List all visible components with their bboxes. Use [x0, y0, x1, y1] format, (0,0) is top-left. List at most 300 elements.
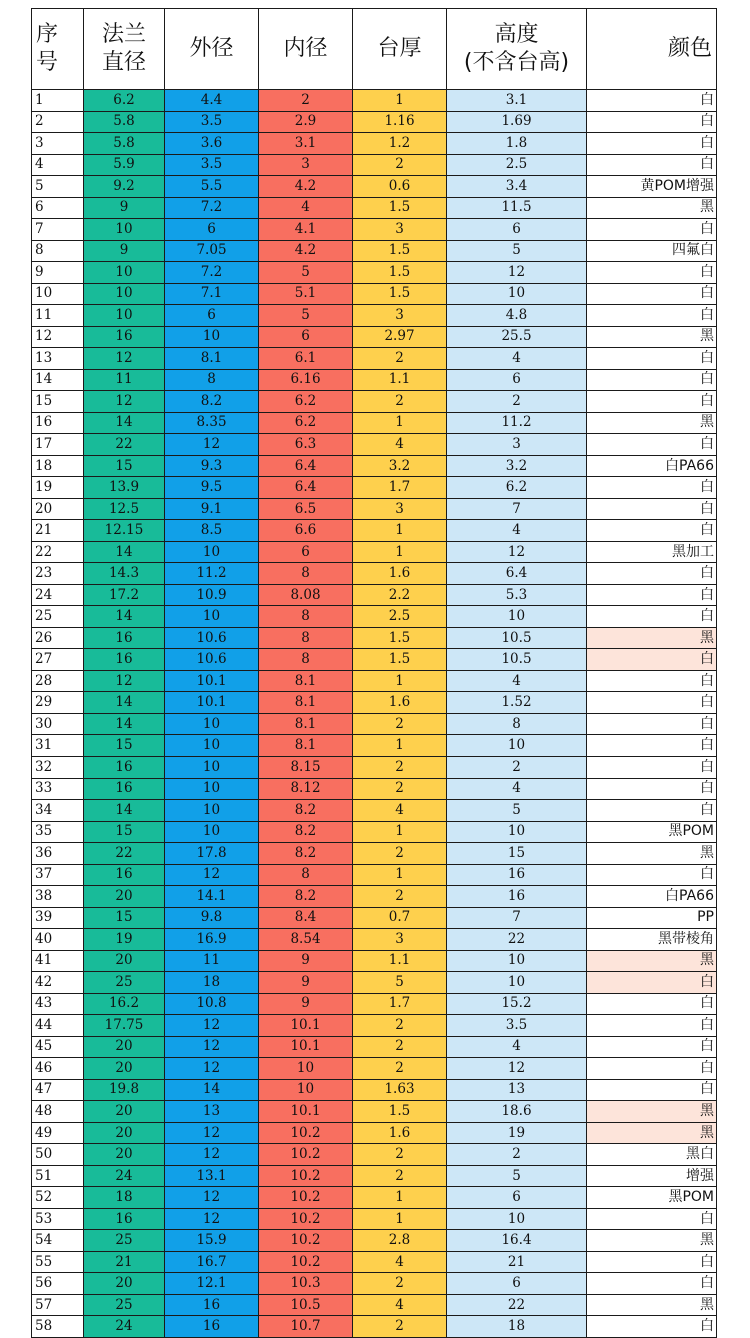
- cell-color: 白: [587, 133, 717, 155]
- cell-height: 2.5: [447, 154, 587, 176]
- cell-index: 47: [32, 1079, 84, 1101]
- cell-index: 46: [32, 1058, 84, 1080]
- cell-flange-diameter: 12: [84, 348, 165, 370]
- cell-thickness: 2: [353, 843, 447, 865]
- cell-inner-diameter: 4.1: [259, 219, 353, 241]
- cell-index: 23: [32, 563, 84, 585]
- cell-flange-diameter: 20: [84, 1122, 165, 1144]
- table-row: [32, 1079, 717, 1101]
- cell-flange-diameter: 19.8: [84, 1079, 165, 1101]
- cell-color: 黑: [587, 1294, 717, 1316]
- cell-flange-diameter: 25: [84, 972, 165, 994]
- cell-flange-diameter: 15: [84, 907, 165, 929]
- table-row: [32, 1058, 717, 1080]
- table-row: [32, 434, 717, 456]
- cell-height: 5: [447, 240, 587, 262]
- spec-table: [31, 8, 717, 1338]
- cell-thickness: 1.5: [353, 283, 447, 305]
- cell-flange-diameter: 15: [84, 821, 165, 843]
- cell-color: PP: [587, 907, 717, 929]
- header-index: [32, 9, 84, 90]
- table-row: [32, 1273, 717, 1295]
- table-row: [32, 606, 717, 628]
- cell-color: 白: [587, 498, 717, 520]
- table-row: [32, 1144, 717, 1166]
- cell-color: 白PA66: [587, 886, 717, 908]
- cell-outer-diameter: 6: [165, 305, 259, 327]
- cell-outer-diameter: 14: [165, 1079, 259, 1101]
- cell-inner-diameter: 6.4: [259, 477, 353, 499]
- cell-height: 22: [447, 929, 587, 951]
- cell-thickness: 1.5: [353, 627, 447, 649]
- cell-inner-diameter: 9: [259, 993, 353, 1015]
- cell-color: 黄POM增强: [587, 176, 717, 198]
- cell-inner-diameter: 4.2: [259, 240, 353, 262]
- cell-thickness: 2.5: [353, 606, 447, 628]
- cell-inner-diameter: 8.1: [259, 735, 353, 757]
- cell-height: 7: [447, 907, 587, 929]
- cell-thickness: 2.97: [353, 326, 447, 348]
- cell-color: 白: [587, 756, 717, 778]
- cell-flange-diameter: 20: [84, 886, 165, 908]
- cell-index: 48: [32, 1101, 84, 1123]
- cell-outer-diameter: 6: [165, 219, 259, 241]
- cell-inner-diameter: 8.54: [259, 929, 353, 951]
- cell-outer-diameter: 8.5: [165, 520, 259, 542]
- cell-flange-diameter: 6.2: [84, 90, 165, 112]
- cell-outer-diameter: 4.4: [165, 90, 259, 112]
- table-row: [32, 455, 717, 477]
- table-row: [32, 950, 717, 972]
- cell-thickness: 1.1: [353, 369, 447, 391]
- cell-color: 白: [587, 111, 717, 133]
- cell-thickness: 2: [353, 886, 447, 908]
- cell-index: 15: [32, 391, 84, 413]
- cell-color: 白: [587, 649, 717, 671]
- cell-color: 白: [587, 219, 717, 241]
- cell-index: 49: [32, 1122, 84, 1144]
- cell-index: 55: [32, 1251, 84, 1273]
- cell-outer-diameter: 9.8: [165, 907, 259, 929]
- cell-flange-diameter: 25: [84, 1294, 165, 1316]
- cell-outer-diameter: 8.1: [165, 348, 259, 370]
- table-row: [32, 498, 717, 520]
- cell-color: 黑: [587, 1122, 717, 1144]
- cell-flange-diameter: 25: [84, 1230, 165, 1252]
- cell-inner-diameter: 2: [259, 90, 353, 112]
- cell-outer-diameter: 3.5: [165, 154, 259, 176]
- cell-outer-diameter: 8.35: [165, 412, 259, 434]
- cell-index: 34: [32, 800, 84, 822]
- cell-height: 6.4: [447, 563, 587, 585]
- table-row: [32, 756, 717, 778]
- cell-color: 黑: [587, 412, 717, 434]
- cell-height: 2: [447, 1144, 587, 1166]
- cell-thickness: 1.5: [353, 1101, 447, 1123]
- cell-thickness: 1: [353, 821, 447, 843]
- cell-outer-diameter: 14.1: [165, 886, 259, 908]
- cell-index: 42: [32, 972, 84, 994]
- cell-inner-diameter: 10: [259, 1079, 353, 1101]
- cell-inner-diameter: 8: [259, 606, 353, 628]
- table-row: [32, 821, 717, 843]
- table-row: [32, 1230, 717, 1252]
- cell-height: 16.4: [447, 1230, 587, 1252]
- header-index-line1: 序: [36, 22, 59, 47]
- cell-flange-diameter: 24: [84, 1316, 165, 1338]
- cell-index: 32: [32, 756, 84, 778]
- cell-outer-diameter: 3.5: [165, 111, 259, 133]
- cell-outer-diameter: 9.3: [165, 455, 259, 477]
- cell-thickness: 1: [353, 520, 447, 542]
- cell-thickness: 4: [353, 1294, 447, 1316]
- cell-inner-diameter: 9: [259, 950, 353, 972]
- table-row: [32, 929, 717, 951]
- cell-flange-diameter: 20: [84, 1036, 165, 1058]
- cell-color: 白: [587, 735, 717, 757]
- cell-color: 白PA66: [587, 455, 717, 477]
- cell-thickness: 1.6: [353, 563, 447, 585]
- table-row: [32, 154, 717, 176]
- table-row: [32, 1122, 717, 1144]
- cell-inner-diameter: 10.2: [259, 1251, 353, 1273]
- cell-outer-diameter: 7.05: [165, 240, 259, 262]
- cell-inner-diameter: 8.1: [259, 713, 353, 735]
- cell-height: 5: [447, 800, 587, 822]
- cell-outer-diameter: 13.1: [165, 1165, 259, 1187]
- cell-inner-diameter: 2.9: [259, 111, 353, 133]
- table-row: [32, 412, 717, 434]
- table-row: [32, 843, 717, 865]
- cell-flange-diameter: 22: [84, 434, 165, 456]
- table-row: [32, 133, 717, 155]
- header-height-line1: 高度: [494, 22, 539, 47]
- table-row: [32, 240, 717, 262]
- cell-color: 白: [587, 993, 717, 1015]
- cell-height: 6: [447, 219, 587, 241]
- cell-thickness: 1: [353, 670, 447, 692]
- cell-outer-diameter: 12: [165, 1015, 259, 1037]
- cell-index: 50: [32, 1144, 84, 1166]
- cell-thickness: 1.5: [353, 649, 447, 671]
- table-row: [32, 649, 717, 671]
- table-row: [32, 993, 717, 1015]
- cell-index: 37: [32, 864, 84, 886]
- cell-inner-diameter: 8.15: [259, 756, 353, 778]
- cell-height: 15: [447, 843, 587, 865]
- cell-inner-diameter: 8.4: [259, 907, 353, 929]
- cell-color: 黑: [587, 627, 717, 649]
- cell-color: 白: [587, 800, 717, 822]
- cell-outer-diameter: 18: [165, 972, 259, 994]
- cell-outer-diameter: 10: [165, 713, 259, 735]
- cell-inner-diameter: 10: [259, 1058, 353, 1080]
- cell-thickness: 4: [353, 434, 447, 456]
- cell-height: 4.8: [447, 305, 587, 327]
- cell-color: 白: [587, 584, 717, 606]
- cell-color: 白: [587, 972, 717, 994]
- cell-outer-diameter: 16.9: [165, 929, 259, 951]
- table-row: [32, 1316, 717, 1338]
- table-row: [32, 1101, 717, 1123]
- cell-inner-diameter: 10.3: [259, 1273, 353, 1295]
- cell-inner-diameter: 8.2: [259, 886, 353, 908]
- cell-flange-diameter: 12.5: [84, 498, 165, 520]
- cell-color: 白: [587, 1015, 717, 1037]
- table-body: [32, 90, 717, 1338]
- cell-thickness: 1.1: [353, 950, 447, 972]
- cell-inner-diameter: 6.6: [259, 520, 353, 542]
- cell-color: 黑: [587, 950, 717, 972]
- cell-color: 白: [587, 1316, 717, 1338]
- cell-color: 黑: [587, 843, 717, 865]
- cell-inner-diameter: 10.2: [259, 1187, 353, 1209]
- cell-height: 4: [447, 348, 587, 370]
- cell-height: 12: [447, 1058, 587, 1080]
- cell-inner-diameter: 10.1: [259, 1101, 353, 1123]
- cell-thickness: 3: [353, 219, 447, 241]
- cell-outer-diameter: 10: [165, 606, 259, 628]
- table-row: [32, 541, 717, 563]
- cell-thickness: 2: [353, 1036, 447, 1058]
- cell-color: 白: [587, 1036, 717, 1058]
- cell-flange-diameter: 10: [84, 219, 165, 241]
- cell-thickness: 2: [353, 713, 447, 735]
- cell-color: 白: [587, 563, 717, 585]
- cell-index: 10: [32, 283, 84, 305]
- cell-flange-diameter: 22: [84, 843, 165, 865]
- cell-flange-diameter: 10: [84, 262, 165, 284]
- cell-thickness: 1.63: [353, 1079, 447, 1101]
- cell-index: 44: [32, 1015, 84, 1037]
- cell-outer-diameter: 13: [165, 1101, 259, 1123]
- cell-thickness: 1.7: [353, 993, 447, 1015]
- cell-index: 35: [32, 821, 84, 843]
- cell-index: 31: [32, 735, 84, 757]
- cell-flange-diameter: 18: [84, 1187, 165, 1209]
- table-row: [32, 197, 717, 219]
- cell-thickness: 1.7: [353, 477, 447, 499]
- cell-index: 9: [32, 262, 84, 284]
- cell-inner-diameter: 9: [259, 972, 353, 994]
- cell-outer-diameter: 12: [165, 1208, 259, 1230]
- cell-inner-diameter: 10.2: [259, 1122, 353, 1144]
- cell-index: 54: [32, 1230, 84, 1252]
- cell-thickness: 1.6: [353, 692, 447, 714]
- cell-height: 3.4: [447, 176, 587, 198]
- cell-thickness: 1: [353, 1208, 447, 1230]
- cell-index: 52: [32, 1187, 84, 1209]
- cell-color: 白: [587, 391, 717, 413]
- cell-height: 10: [447, 283, 587, 305]
- cell-index: 1: [32, 90, 84, 112]
- cell-inner-diameter: 8: [259, 563, 353, 585]
- header-flange-line1: 法兰: [101, 22, 146, 47]
- header-height-line2: (不含台高): [463, 50, 570, 75]
- cell-flange-diameter: 10: [84, 305, 165, 327]
- cell-outer-diameter: 10.6: [165, 627, 259, 649]
- table-row: [32, 111, 717, 133]
- cell-thickness: 5: [353, 972, 447, 994]
- cell-thickness: 2: [353, 1015, 447, 1037]
- cell-inner-diameter: 8.1: [259, 692, 353, 714]
- cell-outer-diameter: 10: [165, 541, 259, 563]
- cell-inner-diameter: 10.5: [259, 1294, 353, 1316]
- cell-outer-diameter: 5.5: [165, 176, 259, 198]
- cell-flange-diameter: 17.2: [84, 584, 165, 606]
- cell-thickness: 2.2: [353, 584, 447, 606]
- header-inner-diameter: 内径: [259, 9, 353, 90]
- cell-outer-diameter: 12: [165, 1144, 259, 1166]
- cell-color: 白: [587, 283, 717, 305]
- cell-flange-diameter: 5.8: [84, 133, 165, 155]
- cell-color: 四氟白: [587, 240, 717, 262]
- cell-inner-diameter: 6.16: [259, 369, 353, 391]
- cell-index: 39: [32, 907, 84, 929]
- cell-index: 6: [32, 197, 84, 219]
- cell-index: 5: [32, 176, 84, 198]
- cell-height: 3.2: [447, 455, 587, 477]
- cell-thickness: 2.8: [353, 1230, 447, 1252]
- cell-inner-diameter: 6: [259, 326, 353, 348]
- cell-height: 18.6: [447, 1101, 587, 1123]
- cell-index: 14: [32, 369, 84, 391]
- cell-flange-diameter: 20: [84, 950, 165, 972]
- header-index-line2: 号: [36, 50, 59, 75]
- cell-thickness: 1.5: [353, 240, 447, 262]
- table-row: [32, 713, 717, 735]
- table-row: [32, 778, 717, 800]
- cell-index: 12: [32, 326, 84, 348]
- table-row: [32, 1187, 717, 1209]
- table-row: [32, 305, 717, 327]
- cell-outer-diameter: 10: [165, 800, 259, 822]
- table-row: [32, 886, 717, 908]
- cell-index: 11: [32, 305, 84, 327]
- cell-color: 白: [587, 477, 717, 499]
- cell-index: 8: [32, 240, 84, 262]
- cell-outer-diameter: 9.5: [165, 477, 259, 499]
- cell-index: 45: [32, 1036, 84, 1058]
- cell-flange-diameter: 20: [84, 1273, 165, 1295]
- cell-inner-diameter: 10.2: [259, 1165, 353, 1187]
- cell-flange-diameter: 13.9: [84, 477, 165, 499]
- cell-color: 白: [587, 1251, 717, 1273]
- cell-color: 黑POM: [587, 1187, 717, 1209]
- cell-thickness: 1: [353, 541, 447, 563]
- table-row: [32, 219, 717, 241]
- cell-inner-diameter: 8.12: [259, 778, 353, 800]
- cell-flange-diameter: 16: [84, 627, 165, 649]
- cell-height: 4: [447, 520, 587, 542]
- cell-color: 黑: [587, 326, 717, 348]
- cell-outer-diameter: 10: [165, 756, 259, 778]
- cell-flange-diameter: 20: [84, 1058, 165, 1080]
- cell-color: 黑: [587, 1230, 717, 1252]
- cell-outer-diameter: 7.1: [165, 283, 259, 305]
- cell-inner-diameter: 3: [259, 154, 353, 176]
- cell-flange-diameter: 15: [84, 735, 165, 757]
- header-color: 颜色: [587, 9, 717, 90]
- cell-index: 19: [32, 477, 84, 499]
- cell-height: 4: [447, 1036, 587, 1058]
- cell-outer-diameter: 3.6: [165, 133, 259, 155]
- cell-height: 3: [447, 434, 587, 456]
- header-row: [32, 9, 717, 90]
- cell-inner-diameter: 8.2: [259, 821, 353, 843]
- cell-outer-diameter: 7.2: [165, 262, 259, 284]
- cell-thickness: 1: [353, 864, 447, 886]
- cell-index: 51: [32, 1165, 84, 1187]
- cell-outer-diameter: 16: [165, 1294, 259, 1316]
- cell-flange-diameter: 17.75: [84, 1015, 165, 1037]
- table-row: [32, 907, 717, 929]
- cell-flange-diameter: 20: [84, 1101, 165, 1123]
- table-row: [32, 1251, 717, 1273]
- cell-thickness: 2: [353, 1165, 447, 1187]
- cell-outer-diameter: 10: [165, 326, 259, 348]
- cell-thickness: 1.5: [353, 197, 447, 219]
- table-row: [32, 90, 717, 112]
- cell-index: 38: [32, 886, 84, 908]
- cell-thickness: 3: [353, 498, 447, 520]
- cell-height: 13: [447, 1079, 587, 1101]
- cell-height: 19: [447, 1122, 587, 1144]
- cell-inner-diameter: 10.1: [259, 1015, 353, 1037]
- cell-outer-diameter: 11: [165, 950, 259, 972]
- cell-color: 白: [587, 369, 717, 391]
- cell-height: 10.5: [447, 649, 587, 671]
- cell-inner-diameter: 10.2: [259, 1230, 353, 1252]
- cell-inner-diameter: 3.1: [259, 133, 353, 155]
- cell-thickness: 2: [353, 1144, 447, 1166]
- cell-flange-diameter: 21: [84, 1251, 165, 1273]
- cell-height: 2: [447, 756, 587, 778]
- cell-height: 11.5: [447, 197, 587, 219]
- cell-thickness: 1: [353, 735, 447, 757]
- cell-height: 12: [447, 262, 587, 284]
- cell-color: 黑带棱角: [587, 929, 717, 951]
- cell-inner-diameter: 6: [259, 541, 353, 563]
- cell-flange-diameter: 12.15: [84, 520, 165, 542]
- table-row: [32, 1294, 717, 1316]
- cell-outer-diameter: 10.9: [165, 584, 259, 606]
- table-row: [32, 735, 717, 757]
- cell-thickness: 0.7: [353, 907, 447, 929]
- cell-outer-diameter: 12: [165, 1036, 259, 1058]
- cell-outer-diameter: 10.1: [165, 692, 259, 714]
- cell-inner-diameter: 8.2: [259, 843, 353, 865]
- cell-thickness: 4: [353, 1251, 447, 1273]
- cell-flange-diameter: 14: [84, 800, 165, 822]
- cell-color: 白: [587, 778, 717, 800]
- cell-color: 白: [587, 520, 717, 542]
- cell-flange-diameter: 20: [84, 1144, 165, 1166]
- cell-outer-diameter: 7.2: [165, 197, 259, 219]
- table-row: [32, 1165, 717, 1187]
- cell-outer-diameter: 12.1: [165, 1273, 259, 1295]
- cell-flange-diameter: 15: [84, 455, 165, 477]
- table-row: [32, 348, 717, 370]
- table-row: [32, 692, 717, 714]
- cell-outer-diameter: 12: [165, 1187, 259, 1209]
- table-row: [32, 176, 717, 198]
- cell-height: 5.3: [447, 584, 587, 606]
- table-header: [32, 9, 717, 90]
- cell-flange-diameter: 16: [84, 1208, 165, 1230]
- cell-color: 白: [587, 670, 717, 692]
- cell-height: 10.5: [447, 627, 587, 649]
